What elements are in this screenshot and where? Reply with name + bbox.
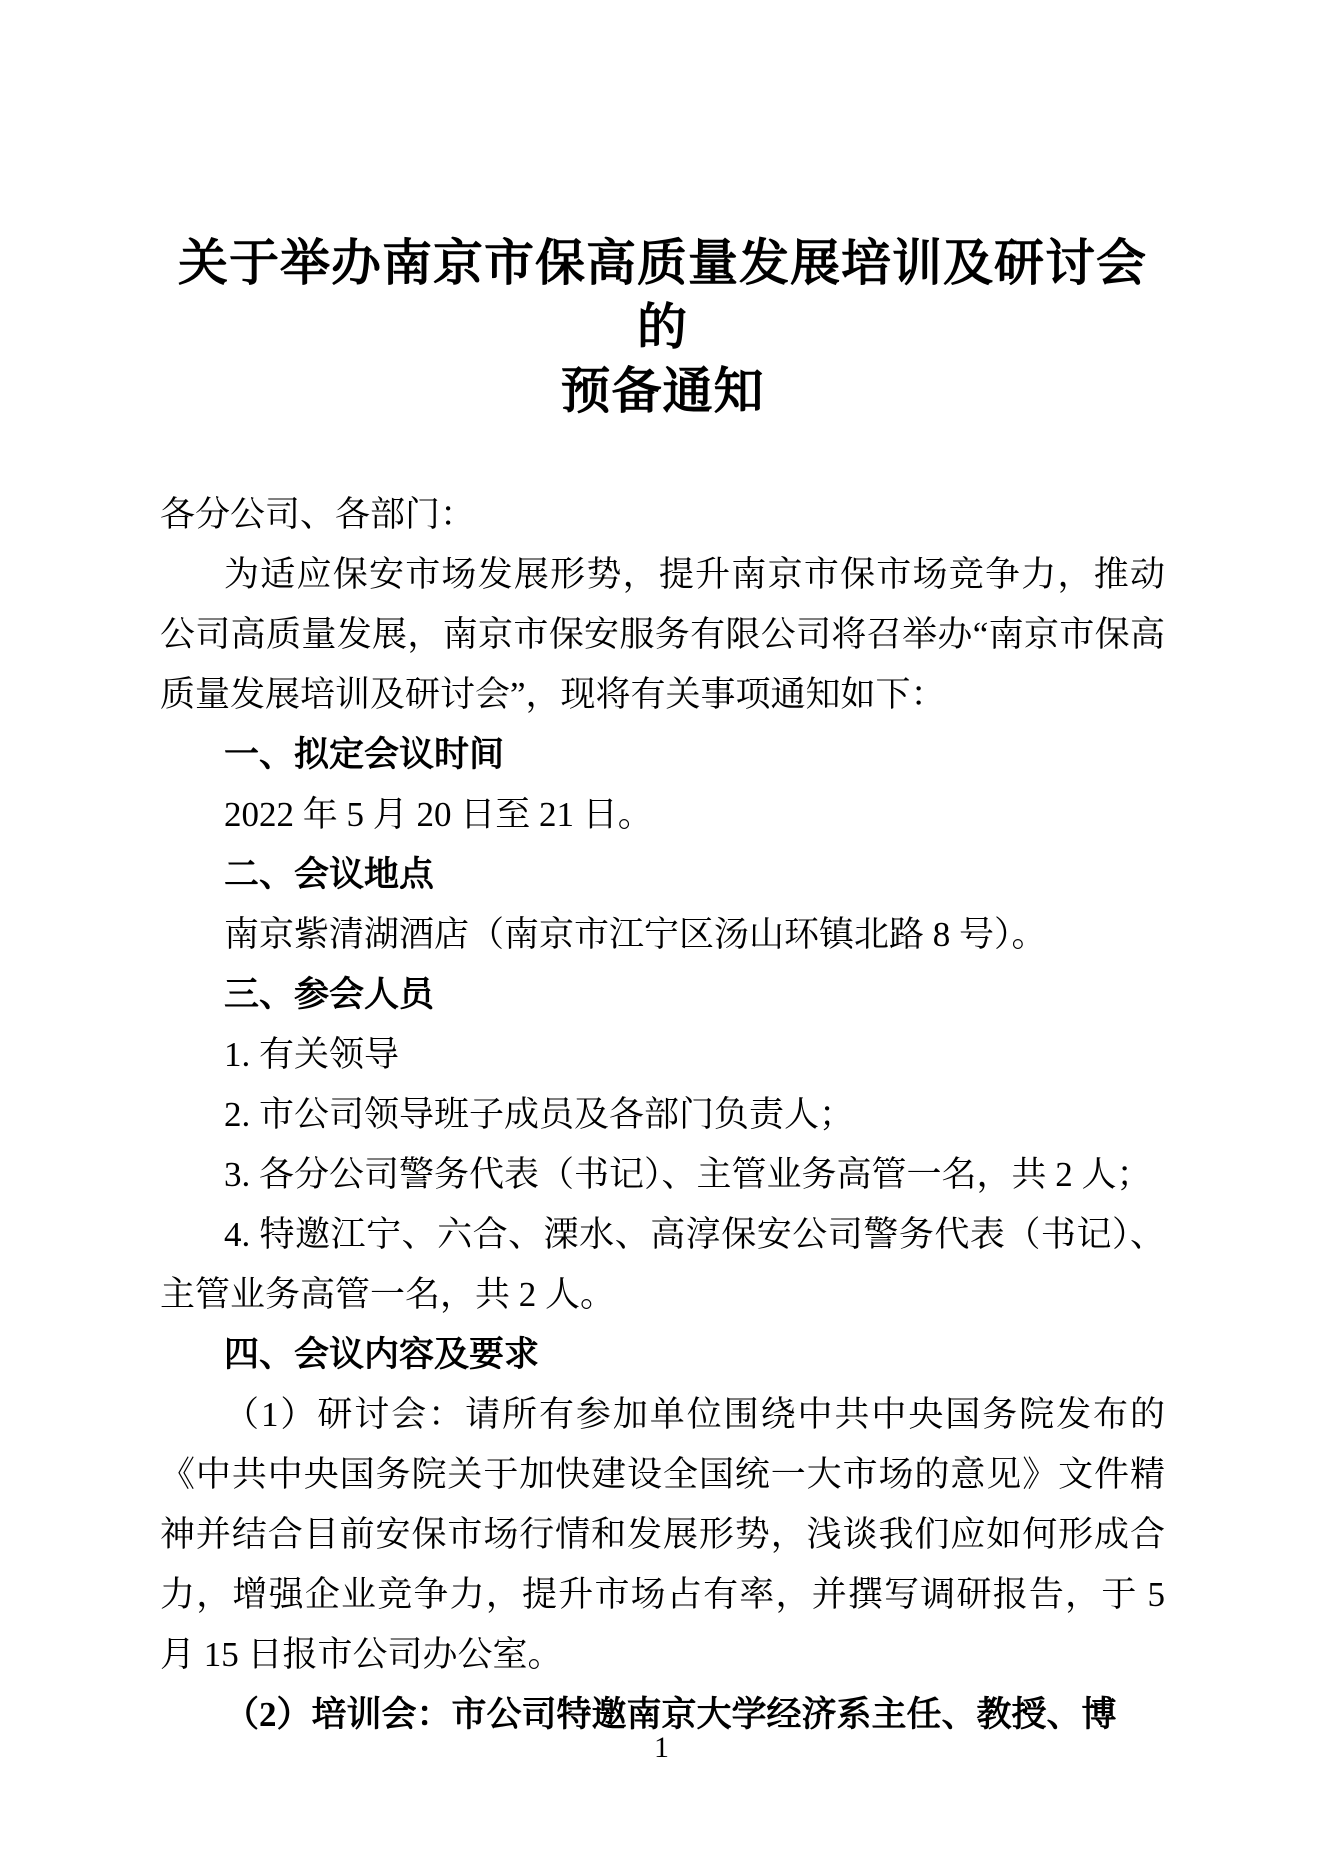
document-title	[160, 231, 1165, 423]
attendee-item-4: 4. 特邀江宁、六合、溧水、高淳保安公司警务代表（书记）、主管业务高管一名，共 2 人。	[160, 1215, 1165, 1314]
attendee-item-1: 1. 有关领导	[224, 1035, 400, 1074]
salutation: 各分公司、各部门：	[160, 495, 476, 534]
title-line-2: 预备通知	[560, 363, 765, 419]
attendee-item-3: 3. 各分公司警务代表（书记）、主管业务高管一名，共 2 人；	[224, 1155, 1152, 1194]
page-number: 1	[654, 1731, 669, 1764]
section-4-heading: 四、会议内容及要求	[224, 1335, 540, 1374]
section-2-content: 南京紫清湖酒店（南京市江宁区汤山环镇北路 8 号）。	[224, 915, 1047, 954]
section-3-heading: 三、参会人员	[224, 975, 435, 1014]
content-paragraph-2: （2）培训会：市公司特邀南京大学经济系主任、教授、博	[224, 1695, 1117, 1734]
attendee-item-2: 2. 市公司领导班子成员及各部门负责人；	[224, 1095, 855, 1134]
content-paragraph-1: （1）研讨会：请所有参加单位围绕中共中央国务院发布的《中共中央国务院关于加快建设全国统一大市场的意见》文件精神并结合目前安保市场行情和发展形势，浅谈我们应如何形成合力，增强企业竞争力，提升市场占有率，并撰写调研报告，于 5 月 15 日报市公司办公室。	[160, 1395, 1165, 1674]
document-content	[160, 0, 1165, 1745]
intro-paragraph: 为适应保安市场发展形势，提升南京市保市场竞争力，推动公司高质量发展，南京市保安服务有限公司将召举办“南京市保高质量发展培训及研讨会”，现将有关事项通知如下：	[160, 555, 1165, 714]
section-1-content: 2022 年 5 月 20 日至 21 日。	[224, 795, 653, 834]
section-1-heading: 一、拟定会议时间	[224, 735, 505, 774]
document-body	[160, 485, 1165, 1745]
title-line-1: 关于举办南京市保高质量发展培训及研讨会的	[178, 235, 1147, 355]
section-2-heading: 二、会议地点	[224, 855, 435, 894]
